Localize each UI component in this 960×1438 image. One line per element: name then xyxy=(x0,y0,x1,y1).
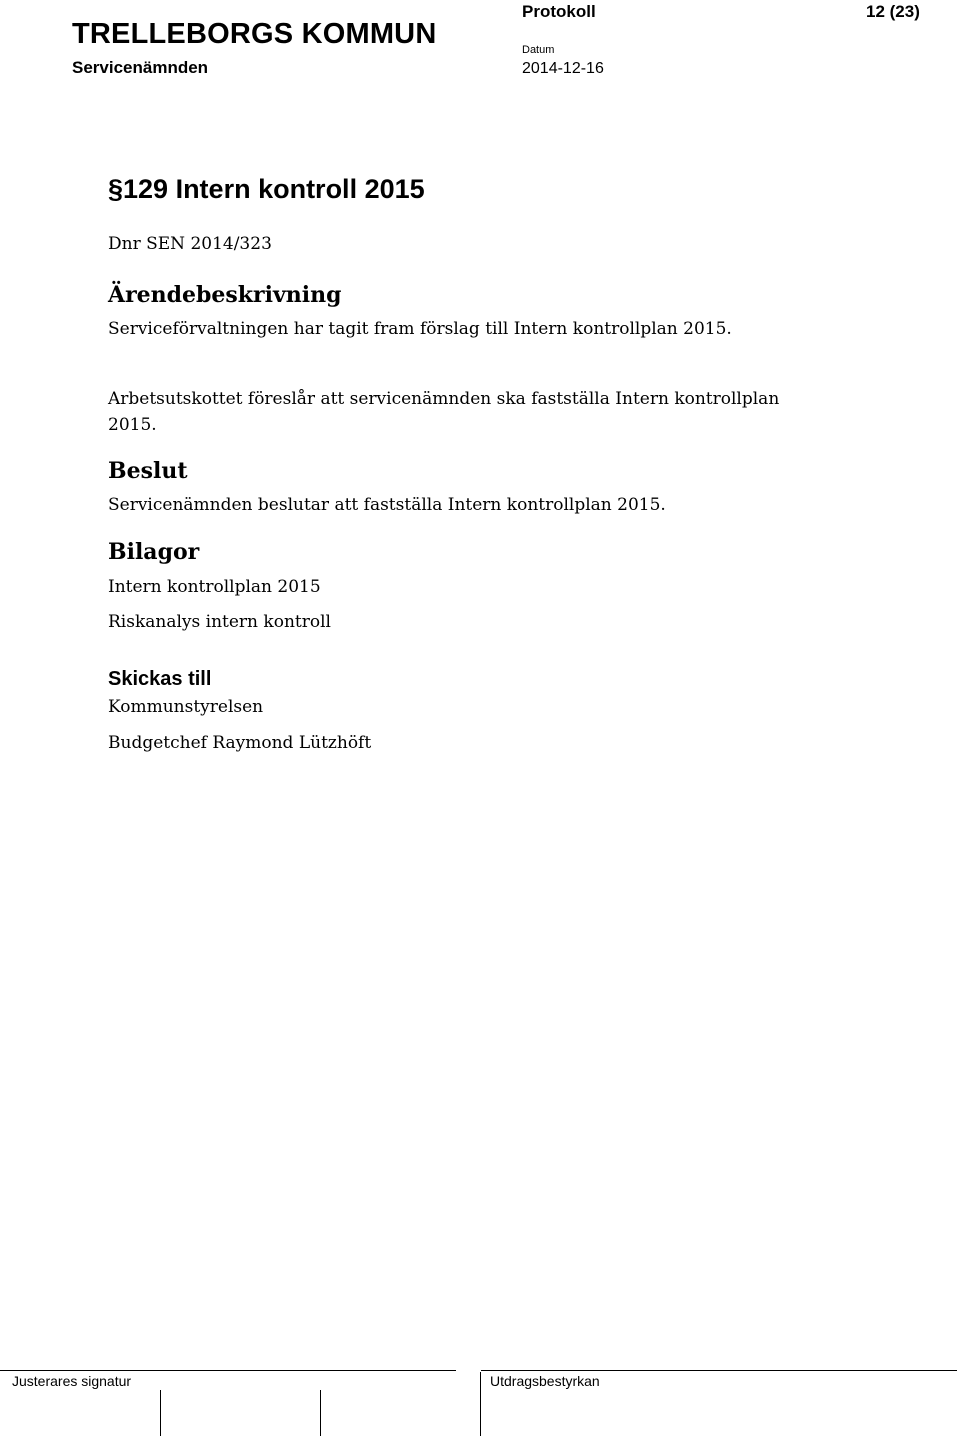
heading-beslut: Beslut xyxy=(108,458,188,484)
organization-name: TRELLEBORGS KOMMUN xyxy=(72,18,437,50)
signature-box-divider xyxy=(320,1390,321,1436)
footer-rule-right xyxy=(481,1370,957,1371)
footer-rule-left xyxy=(0,1370,456,1371)
date-label: Datum xyxy=(522,44,555,56)
recipient-item: Kommunstyrelsen xyxy=(108,697,264,717)
date-value: 2014-12-16 xyxy=(522,60,604,77)
signature-box-divider xyxy=(160,1390,161,1436)
utdragsbestyrkan-label: Utdragsbestyrkan xyxy=(490,1373,600,1389)
beslut-text: Servicenämnden beslutar att fastställa Intern kontrollplan 2015. xyxy=(108,495,666,515)
document-type: Protokoll xyxy=(522,2,596,21)
heading-arendebeskrivning: Ärendebeskrivning xyxy=(108,282,342,308)
footer-center-divider xyxy=(480,1372,481,1436)
bilaga-item: Riskanalys intern kontroll xyxy=(108,612,331,632)
page-number: 12 (23) xyxy=(866,2,920,21)
heading-skickas-till: Skickas till xyxy=(108,668,212,690)
justerares-signatur-label: Justerares signatur xyxy=(12,1373,132,1389)
bilaga-item: Intern kontrollplan 2015 xyxy=(108,577,321,597)
arendebeskrivning-paragraph-1: Serviceförvaltningen har tagit fram förslag till Intern kontrollplan 2015. xyxy=(108,319,732,339)
section-title: §129 Intern kontroll 2015 xyxy=(108,174,425,204)
diary-number: Dnr SEN 2014/323 xyxy=(108,234,272,254)
heading-bilagor: Bilagor xyxy=(108,539,200,565)
department-name: Servicenämnden xyxy=(72,58,209,77)
recipient-item: Budgetchef Raymond Lützhöft xyxy=(108,733,372,753)
arendebeskrivning-paragraph-2: Arbetsutskottet föreslår att servicenämnden ska fastställa Intern kontrollplan 2015. xyxy=(108,389,780,435)
